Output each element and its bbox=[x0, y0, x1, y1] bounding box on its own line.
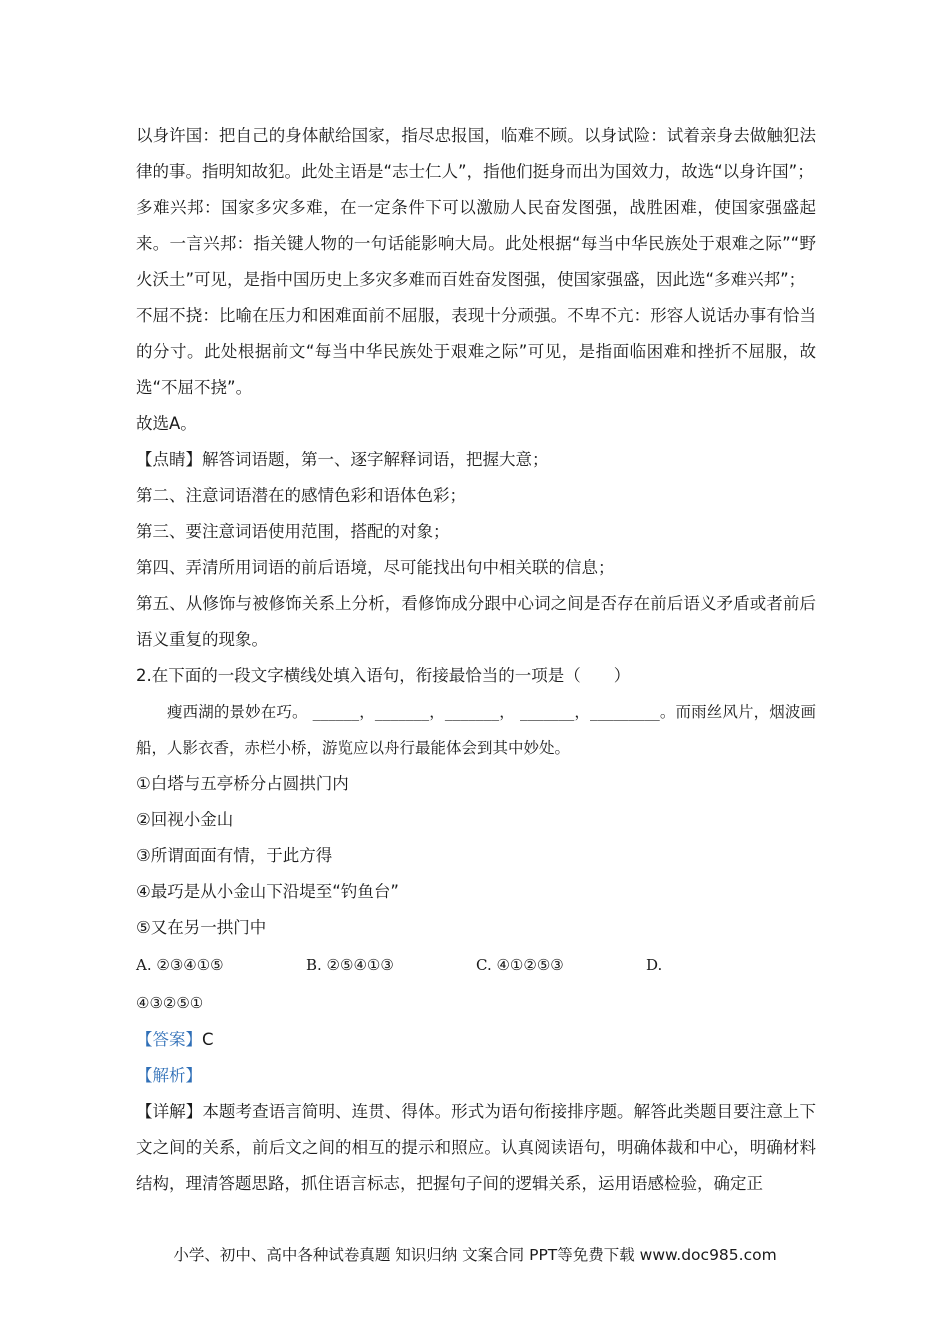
option-d-value: ④③②⑤① bbox=[136, 994, 204, 1012]
document-body bbox=[136, 118, 816, 1202]
page-footer: 小学、初中、高中各种试卷真题 知识归纳 文案合同 PPT等免费下载 www.doc985.com bbox=[173, 1246, 777, 1264]
sentence-item-3: ③所谓面面有情，于此方得 bbox=[136, 846, 333, 865]
paragraph-step-2: 第二、注意词语潜在的感情色彩和语体色彩； bbox=[136, 486, 466, 505]
answer-label: 【答案】 bbox=[136, 1030, 202, 1049]
option-d-row bbox=[136, 984, 816, 1022]
detail-paragraph: 【详解】本题考查语言简明、连贯、得体。形式为语句衔接排序题。解答此类题目要注意上下文之间的关系，前后文之间的相互的提示和照应。认真阅读语句，明确体裁和中心，明确材料结构，理清答题思路，抓住语言标志，把握句子间的逻辑关系，运用语感检验，确定正 bbox=[136, 1102, 816, 1193]
paragraph-duonanxingbang: 多难兴邦：国家多灾多难，在一定条件下可以激励人民奋发图强，战胜困难，使国家强盛起来。一言兴邦：指关键人物的一句话能影响大局。此处根据“每当中华民族处于艰难之际”“野火沃土”可见，是指中国历史上多灾多难而百姓奋发图强，使国家强盛，因此选“多难兴邦”； bbox=[136, 198, 816, 289]
sentence-item-2: ②回视小金山 bbox=[136, 810, 234, 829]
answer-line bbox=[136, 1022, 816, 1058]
paragraph-dianjing: 【点睛】解答词语题，第一、逐字解释词语，把握大意； bbox=[136, 450, 549, 469]
paragraph-step-5: 第五、从修饰与被修饰关系上分析，看修饰成分跟中心词之间是否存在前后语义矛盾或者前后语义重复的现象。 bbox=[136, 594, 816, 649]
question-passage: 瘦西湖的景妙在巧。 ______，_______，_______， _______，_________。而雨丝风片，烟波画船，人影衣香，赤栏小桥，游览应以舟行最能体会到其中妙处。 bbox=[136, 703, 816, 757]
option-b: B. ②⑤④①③ bbox=[306, 956, 394, 974]
sentence-item-1: ①白塔与五亭桥分占圆拱门内 bbox=[136, 774, 349, 793]
paragraph-step-3: 第三、要注意词语使用范围，搭配的对象； bbox=[136, 522, 450, 541]
paragraph-conclusion: 故选A。 bbox=[136, 414, 197, 433]
option-c: C. ④①②⑤③ bbox=[476, 956, 564, 974]
analysis-line bbox=[136, 1058, 816, 1094]
sentence-item-4: ④最巧是从小金山下沿堤至“钓鱼台” bbox=[136, 882, 399, 901]
question-stem: 2.在下面的一段文字横线处填入语句，衔接最恰当的一项是（ ） bbox=[136, 666, 631, 685]
analysis-label: 【解析】 bbox=[136, 1066, 202, 1085]
option-a: A. ②③④①⑤ bbox=[136, 956, 224, 974]
sentence-item-5: ⑤又在另一拱门中 bbox=[136, 918, 267, 937]
option-d: D. bbox=[646, 956, 663, 974]
paragraph-buqubunao: 不屈不挠：比喻在压力和困难面前不屈服，表现十分顽强。不卑不亢：形容人说话办事有恰当的分寸。此处根据前文“每当中华民族处于艰难之际”可见，是指面临困难和挫折不屈服，故选“不屈不挠”。 bbox=[136, 306, 816, 397]
paragraph-step-4: 第四、弄清所用词语的前后语境，尽可能找出句中相关联的信息； bbox=[136, 558, 615, 577]
paragraph-yishenxuguo: 以身许国：把自己的身体献给国家，指尽忠报国，临难不顾。以身试险：试着亲身去做触犯法律的事。指明知故犯。此处主语是“志士仁人”，指他们挺身而出为国效力，故选“以身许国”； bbox=[136, 126, 816, 181]
answer-options bbox=[136, 946, 816, 984]
answer-value: C bbox=[202, 1030, 214, 1049]
